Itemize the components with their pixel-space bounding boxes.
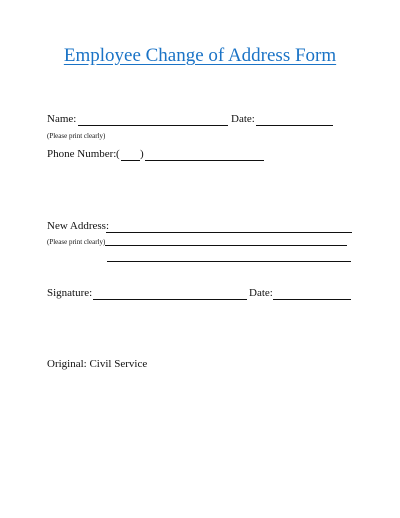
phone-area-code-field[interactable] — [121, 160, 140, 161]
date-field[interactable] — [256, 125, 333, 126]
form-title: Employee Change of Address Form — [63, 45, 337, 66]
address-print-clearly-note: (Please print clearly) — [47, 238, 106, 246]
signature-field[interactable] — [93, 299, 247, 300]
phone-area-open: ( — [116, 148, 120, 160]
print-clearly-note: (Please print clearly) — [47, 132, 106, 140]
address-line-2[interactable] — [105, 245, 347, 246]
address-line-1[interactable] — [106, 232, 352, 233]
phone-number-field[interactable] — [145, 160, 264, 161]
phone-label: Phone Number: — [47, 148, 117, 160]
address-line-3[interactable] — [107, 261, 351, 262]
name-field[interactable] — [78, 125, 228, 126]
signature-date-field[interactable] — [273, 299, 351, 300]
date-label: Date: — [231, 113, 255, 125]
new-address-label: New Address: — [47, 220, 110, 232]
original-note: Original: Civil Service — [47, 358, 148, 370]
name-label: Name: — [47, 113, 77, 125]
signature-date-label: Date: — [249, 287, 273, 299]
signature-label: Signature: — [47, 287, 93, 299]
phone-area-close: ) — [140, 148, 144, 160]
